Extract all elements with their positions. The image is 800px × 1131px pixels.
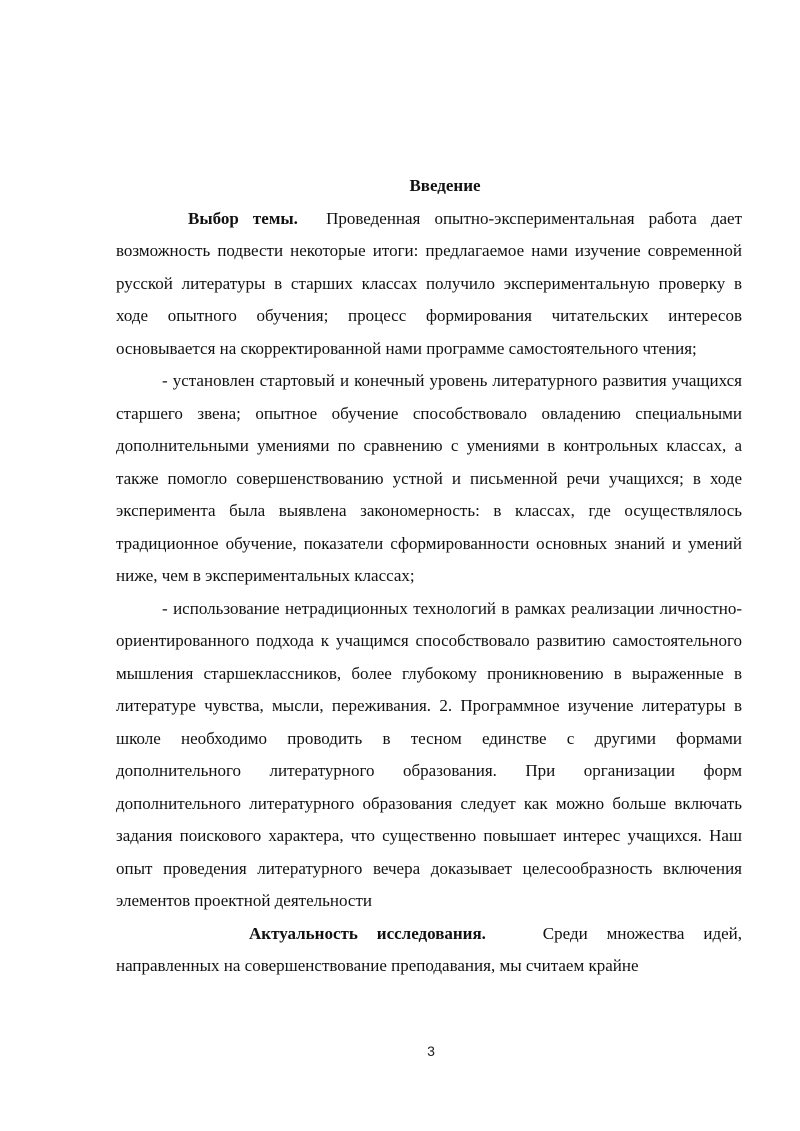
page-content [116, 170, 742, 983]
paragraph-text: Среди множества идей, направленных на совершенствование преподавания, мы считаем крайне [116, 923, 742, 975]
paragraph-topic-choice [116, 203, 742, 366]
paragraph-text: - использование нетрадиционных технологий в рамках реализации личностно-ориентированного подхода к учащимся способствовало развитию самостоятельного мышления старшеклассников, более глубокому проникновению в выраженные в литературе чувства, мысли, переживания. 2. Программное изучение литературы в школе необходимо проводить в тесном единстве с другими формами дополнительного литературного образования. При организации форм дополнительного литературного образования следует как можно больше включать задания поискового характера, что существенно повышает интерес учащихся. Наш опыт проведения литературного вечера доказывает целесообразность включения элементов проектной деятельности [116, 598, 742, 910]
paragraph-text: Проведенная опытно-экспериментальная работа дает возможность подвести некоторые итоги: предлагаемое нами изучение современной русской литературы в старших классах получило экспериментальную проверку в ходе опытного обучения; процесс формирования читательских интересов основывается на скорректированной нами программе самостоятельного чтения; [116, 208, 742, 358]
section-heading: Введение [409, 176, 481, 195]
paragraph-text: - установлен стартовый и конечный уровень литературного развития учащихся старшего звена; опытное обучение способствовало овладению специальными дополнительными умениями по сравнению с умениями в контрольных классах, а также помогло совершенствованию устной и письменной речи учащихся; в ходе эксперимента была выявлена закономерность: в классах, где осуществлялось традиционное обучение, показатели сформированности основных знаний и умений ниже, чем в экспериментальных классах; [116, 371, 742, 585]
paragraph-list-item-1 [116, 365, 742, 593]
page-number: 3 [427, 1043, 435, 1059]
paragraph-lead-label: Актуальность исследования. [249, 923, 486, 943]
paragraph-relevance [116, 918, 742, 983]
paragraph-list-item-2 [116, 593, 742, 918]
paragraph-lead-label: Выбор темы. [188, 208, 298, 228]
